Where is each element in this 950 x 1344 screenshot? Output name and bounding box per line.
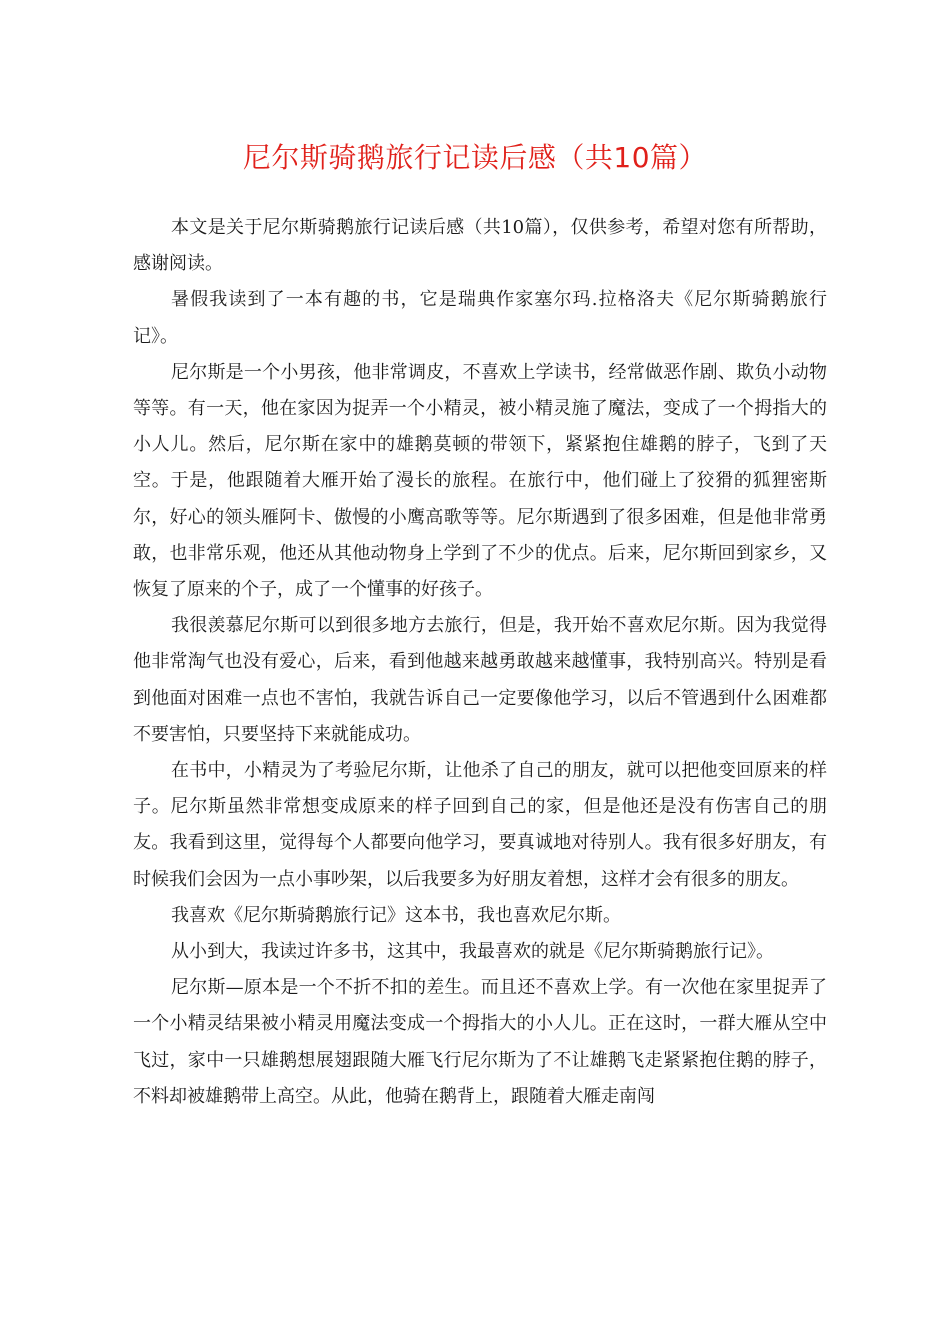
paragraph: 我很羡慕尼尔斯可以到很多地方去旅行，但是，我开始不喜欢尼尔斯。因为我觉得他非常淘气也没有爱心，后来，看到他越来越勇敢越来越懂事，我特别高兴。特别是看到他面对困难一点也不害怕，我就告诉自己一定要像他学习，以后不管遇到什么困难都不要害怕，只要坚持下来就能成功。 — [133, 615, 827, 745]
paragraph: 暑假我读到了一本有趣的书，它是瑞典作家塞尔玛.拉格洛夫《尼尔斯骑鹅旅行记》。 — [133, 289, 827, 347]
paragraph: 尼尔斯是一个小男孩，他非常调皮，不喜欢上学读书，经常做恶作剧、欺负小动物等等。有一天，他在家因为捉弄一个小精灵，被小精灵施了魔法，变成了一个拇指大的小人儿。然后，尼尔斯在家中的雄鹅莫顿的带领下，紧紧抱住雄鹅的脖子，飞到了天空。于是，他跟随着大雁开始了漫长的旅程。在旅行中，他们碰上了狡猾的狐狸密斯尔，好心的领头雁阿卡、傲慢的小鹰高歌等等。尼尔斯遇到了很多困难，但是他非常勇敢，也非常乐观，他还从其他动物身上学到了不少的优点。后来，尼尔斯回到家乡，又恢复了原来的个子，成了一个懂事的好孩子。 — [133, 361, 827, 601]
paragraph: 从小到大，我读过许多书，这其中，我最喜欢的就是《尼尔斯骑鹅旅行记》。 — [171, 941, 774, 963]
paragraph: 尼尔斯—原本是一个不折不扣的差生。而且还不喜欢上学。有一次他在家里捉弄了一个小精灵结果被小精灵用魔法变成一个拇指大的小人儿。正在这时，一群大雁从空中飞过，家中一只雄鹅想展翅跟随大雁飞行尼尔斯为了不让雄鹅飞走紧紧抱住鹅的脖子，不料却被雄鹅带上高空。从此，他骑在鹅背上，跟随着大雁走南闯 — [133, 977, 827, 1107]
document-title: 尼尔斯骑鹅旅行记读后感（共10篇） — [242, 141, 708, 174]
paragraph: 在书中，小精灵为了考验尼尔斯，让他杀了自己的朋友，就可以把他变回原来的样子。尼尔斯虽然非常想变成原来的样子回到自己的家，但是他还是没有伤害自己的朋友。我看到这里，觉得每个人都要向他学习，要真诚地对待别人。我有很多好朋友，有时候我们会因为一点小事吵架，以后我要多为好朋友着想，这样才会有很多的朋友。 — [133, 760, 827, 890]
paragraph-intro: 本文是关于尼尔斯骑鹅旅行记读后感（共10篇），仅供参考，希望对您有所帮助，感谢阅读。 — [133, 217, 827, 275]
document-body — [133, 210, 827, 1115]
paragraph: 我喜欢《尼尔斯骑鹅旅行记》这本书，我也喜欢尼尔斯。 — [171, 904, 621, 926]
